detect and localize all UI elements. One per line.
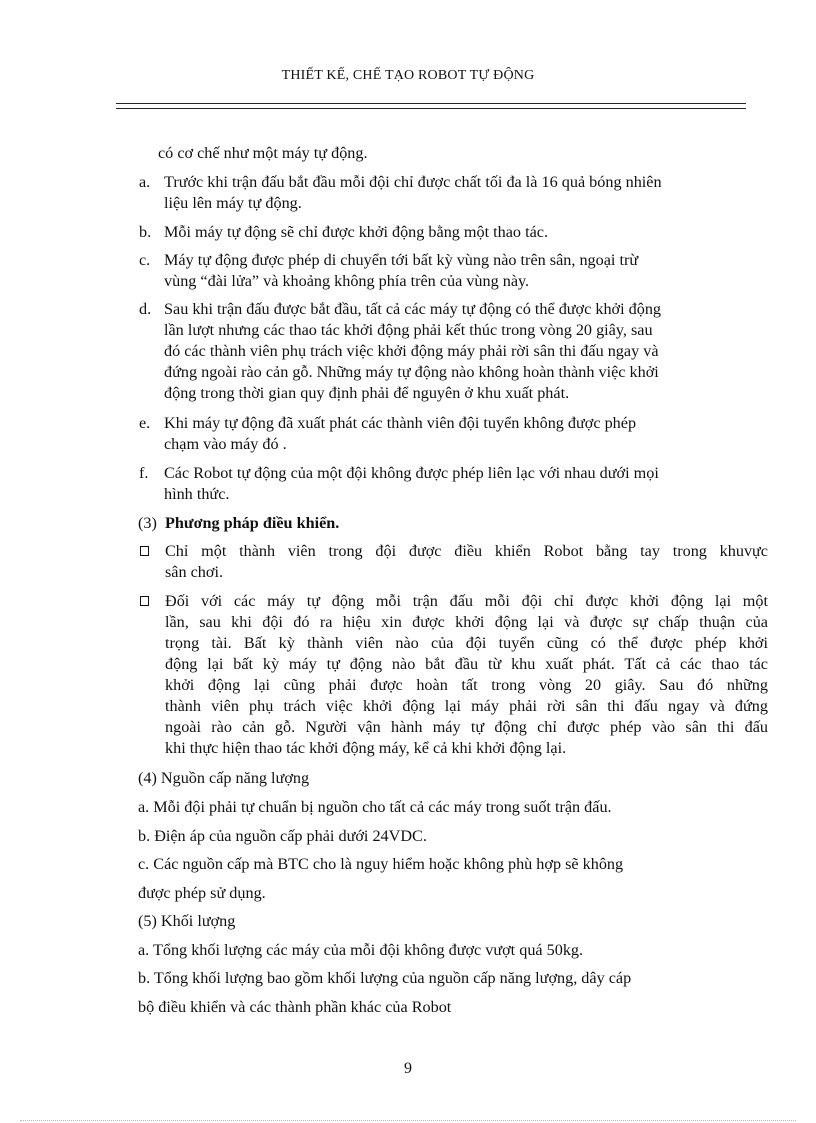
rule-d-marker: d.	[139, 300, 152, 318]
rule-e-marker: e.	[139, 414, 151, 432]
rule-b-line-1: Mỗi máy tự động sẽ chỉ được khởi động bằng một thao tác.	[164, 223, 548, 241]
bullet-2-line-8: khi thực hiện thao tác khởi động máy, kể cả khi khởi động lại.	[165, 739, 567, 757]
rule-d-line-2: lần lượt nhưng các thao tác khởi động phải kết thúc trong vòng 20 giây, sau	[164, 321, 653, 339]
bullet-2-line-5: khởi động lại cũng phải được hoàn tất trong vòng 20 giây. Sau đó những	[165, 676, 768, 694]
rule-d-line-5: động trong thời gian quy định phải để nguyên ở khu xuất phát.	[164, 384, 570, 402]
section-5-line-2: b. Tổng khối lượng bao gồm khối lượng của nguồn cấp năng lượng, dây cáp	[138, 969, 632, 987]
rule-a-line-2: liệu lên máy tự động.	[164, 194, 302, 212]
square-bullet-shape	[140, 546, 149, 556]
square-bullet-shape	[140, 596, 149, 606]
rule-f-line-1: Các Robot tự động của một đội không được phép liên lạc với nhau dưới mọi	[164, 464, 659, 482]
rule-a-line-1: Trước khi trận đấu bắt đầu mỗi đội chỉ được chất tối đa là 16 quả bóng nhiên	[164, 173, 662, 191]
section-3-heading	[138, 513, 339, 533]
section-4-heading: (4) Nguồn cấp năng lượng	[138, 769, 310, 787]
section-3-number: (3)	[138, 514, 157, 532]
bullet-2-line-4: động lại bất kỳ máy tự động nào bắt đầu từ khu xuất phát. Tất cả các thao tác	[165, 655, 768, 673]
section-3-title: Phương pháp điều khiển	[164, 514, 336, 532]
intro-line: có cơ chế như một máy tự động.	[158, 144, 368, 162]
rule-d-line-1: Sau khi trận đấu được bắt đầu, tất cả các máy tự động có thể được khởi động	[164, 300, 662, 318]
rule-e-line-2: chạm vào máy đó .	[164, 435, 287, 453]
rule-e-line-1: Khi máy tự động đã xuất phát các thành viên đội tuyển không được phép	[164, 414, 637, 432]
rule-d-line-4: đứng ngoài rào cản gỗ. Những máy tự động nào không hoàn thành việc khởi	[164, 363, 659, 381]
rule-c-line-1: Máy tự động được phép di chuyển tới bất kỳ vùng nào trên sân, ngoại trừ	[164, 251, 639, 269]
rule-d-line-3: đó các thành viên phụ trách việc khởi động máy phải rời sân thi đấu ngay và	[164, 342, 659, 360]
section-3-period: .	[335, 514, 340, 532]
section-5-heading: (5) Khối lượng	[138, 912, 236, 930]
bullet-2-line-6: thành viên phụ trách việc khởi động lại máy phải rời sân thi đấu ngay và đứng	[165, 697, 768, 715]
rule-c-marker: c.	[139, 251, 151, 269]
square-bullet-icon	[139, 591, 151, 611]
bullet-2-line-2: lần, sau khi đội đó ra hiệu xin được khởi động lại và được sự chấp thuận của	[165, 613, 768, 631]
bullet-2-line-3: trọng tài. Bất kỳ thành viên nào của đội tuyển cũng có thể được phép khởi	[165, 634, 768, 652]
section-4-line-1: a. Mỗi đội phải tự chuẩn bị nguồn cho tất cả các máy trong suốt trận đấu.	[138, 798, 612, 816]
square-bullet-icon	[139, 541, 151, 561]
section-4-line-2: b. Điện áp của nguồn cấp phải dưới 24VDC.	[138, 827, 427, 845]
rule-f-marker: f.	[139, 464, 149, 482]
page-number: 9	[404, 1060, 412, 1077]
section-4-line-4: được phép sử dụng.	[138, 884, 266, 902]
rule-b-marker: b.	[139, 223, 152, 241]
rule-a-marker: a.	[139, 173, 151, 191]
rule-f-line-2: hình thức.	[164, 485, 230, 503]
section-4-line-3: c. Các nguồn cấp mà BTC cho là nguy hiểm hoặc không phù hợp sẽ không	[138, 855, 624, 873]
rule-c-line-2: vùng “đài lửa” và khoảng không phía trên của vùng này.	[164, 272, 530, 290]
bullet-2-line-7: ngoài rào cản gỗ. Người vận hành máy tự động chỉ được phép vào sân thi đấu	[165, 718, 768, 736]
footer-dotted-rule	[20, 1120, 796, 1121]
bullet-1-line-2: sân chơi.	[165, 563, 224, 581]
bullet-2-line-1: Đối với các máy tự động mỗi trận đấu mỗi đội chỉ được khởi động lại một	[165, 592, 768, 610]
header-double-rule	[116, 103, 746, 109]
section-5-line-1: a. Tổng khối lượng các máy của mỗi đội không được vượt quá 50kg.	[138, 941, 584, 959]
bullet-1-line-1: Chỉ một thành viên trong đội được điều khiển Robot bằng tay trong khuvực	[165, 542, 768, 560]
header-title: THIẾT KẾ, CHẾ TẠO ROBOT TỰ ĐỘNG	[281, 68, 535, 83]
section-5-line-3: bộ điều khiển và các thành phần khác của Robot	[138, 998, 452, 1016]
